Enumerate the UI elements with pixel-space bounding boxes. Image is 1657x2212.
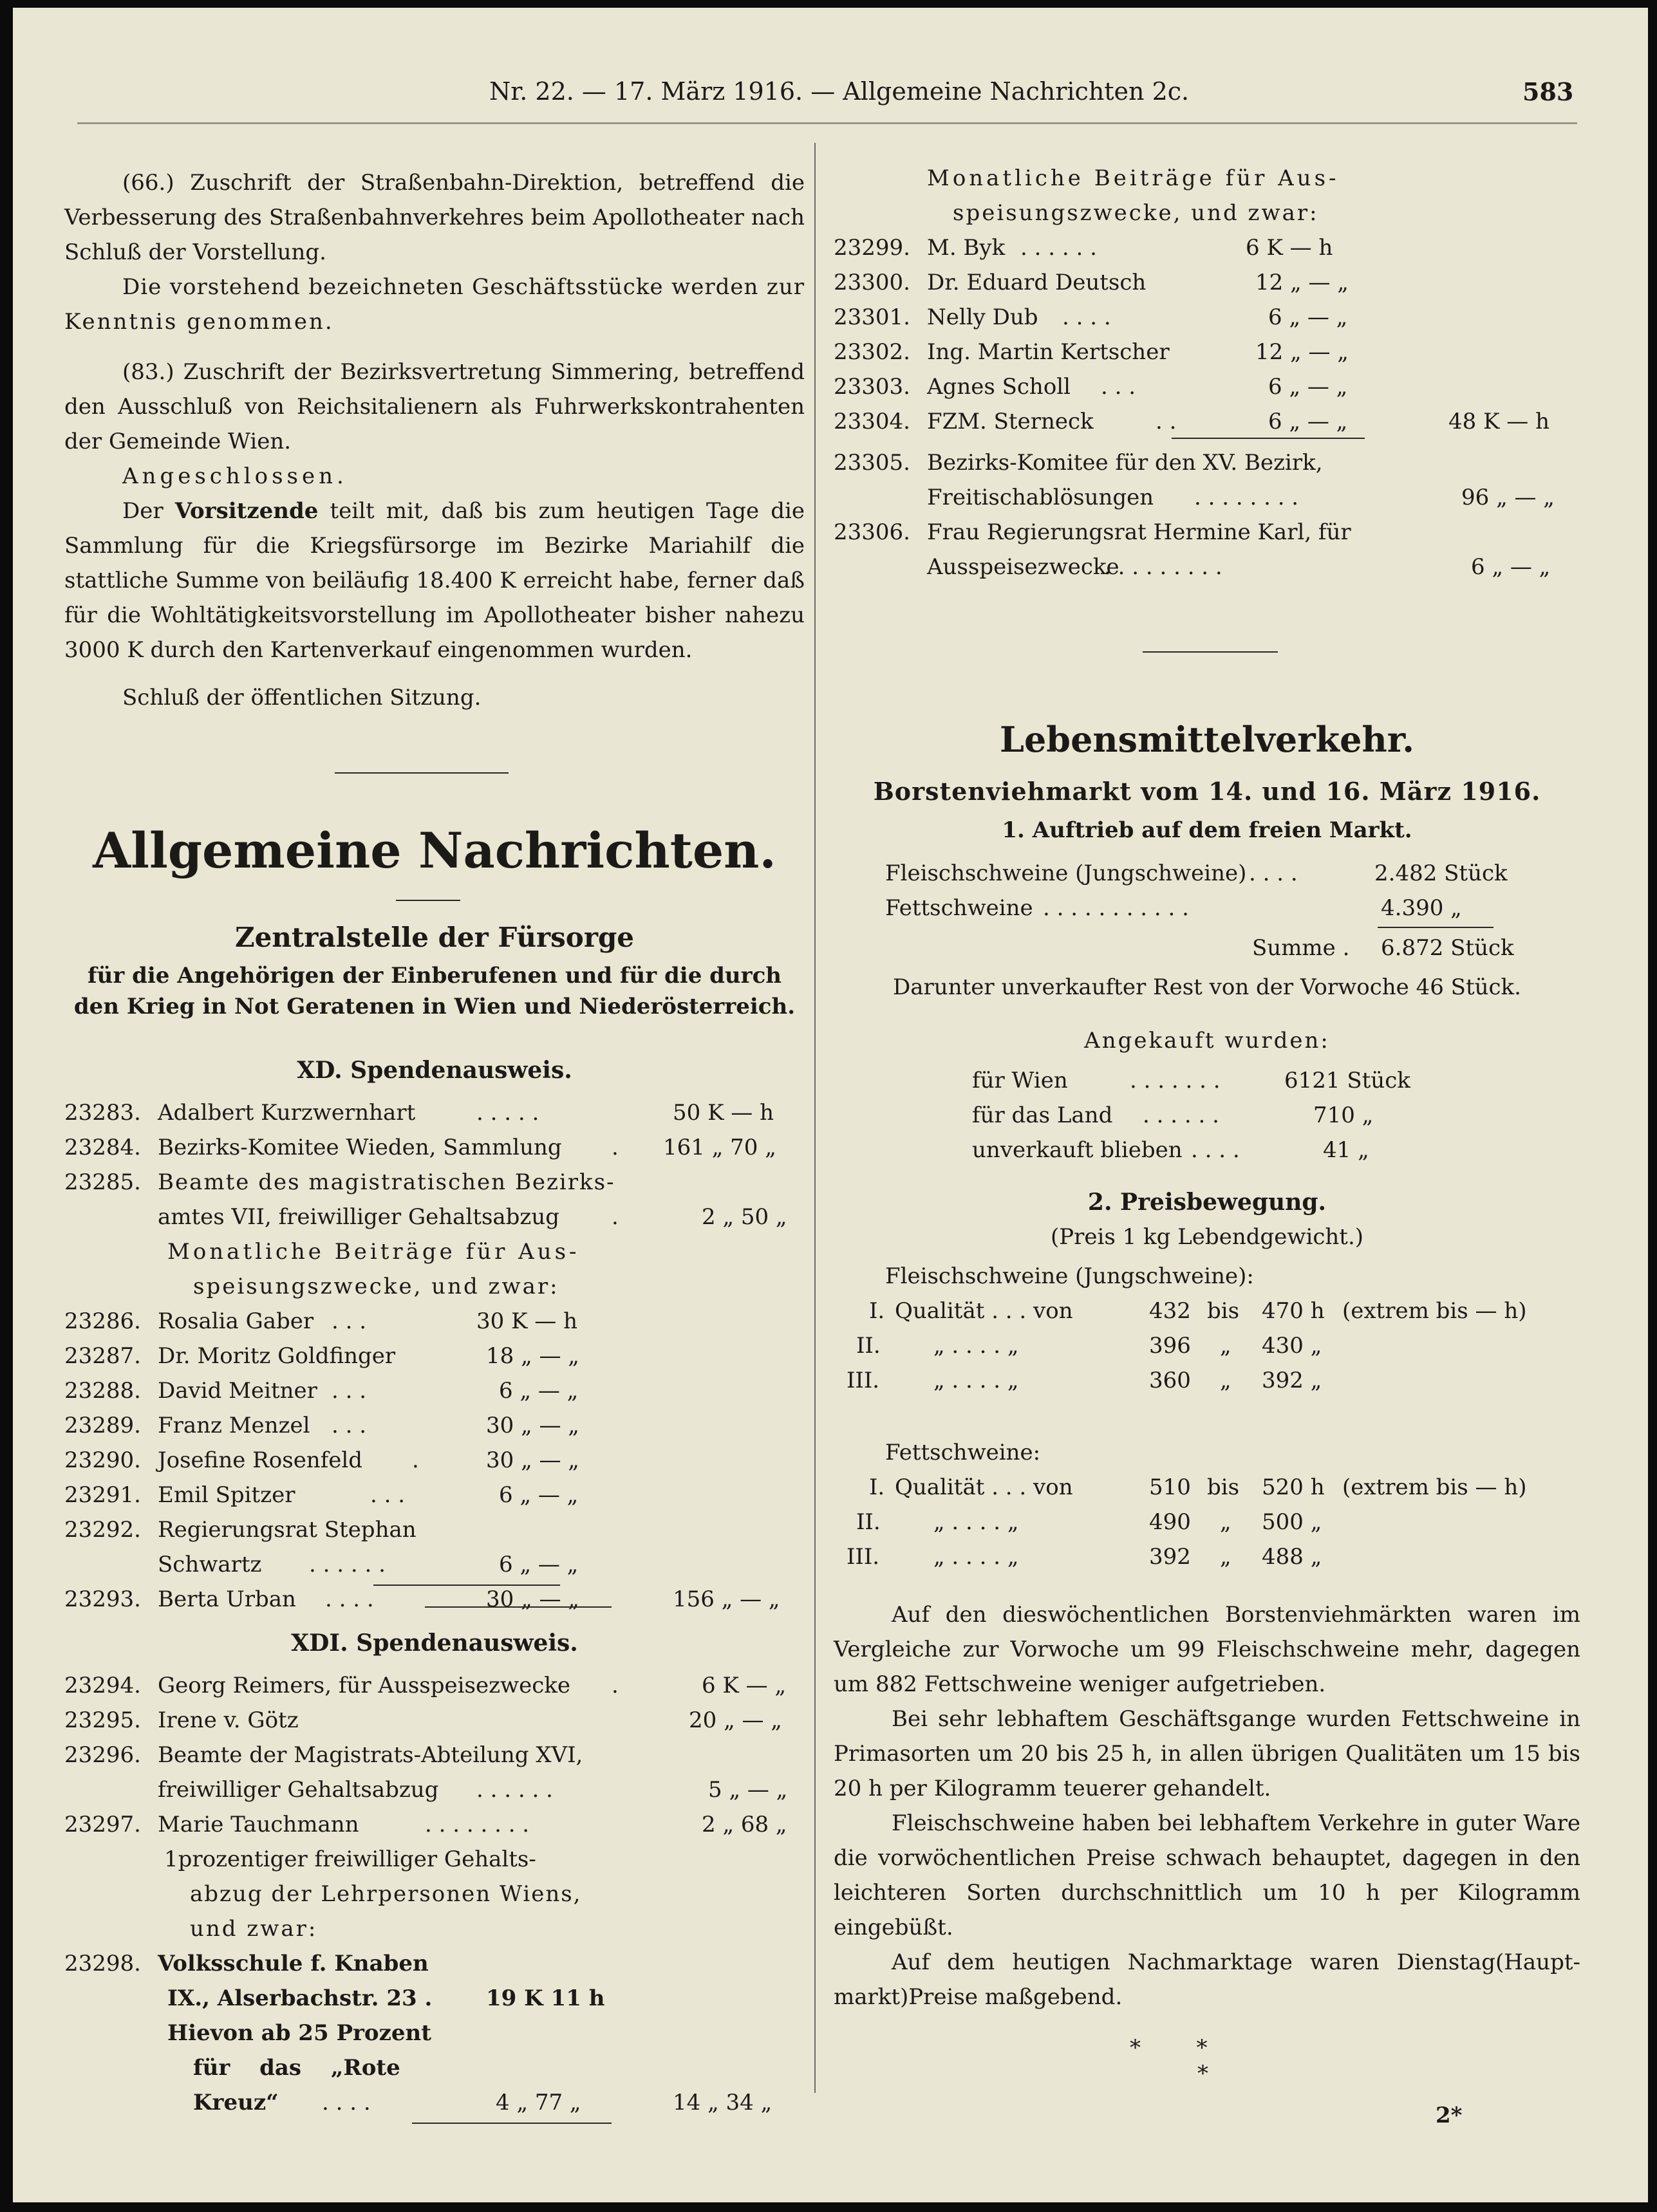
row-name: Berta Urban xyxy=(158,1586,296,1612)
row-num: 23291. xyxy=(64,1482,141,1508)
para-vorsitzende xyxy=(64,494,805,667)
row-amount: 2 „ 50 „ xyxy=(702,1204,787,1230)
row-name: David Meitner xyxy=(158,1378,317,1404)
sum-rule xyxy=(1172,438,1365,439)
price-row xyxy=(834,1505,1580,1539)
summe-value: 6.872 Stück xyxy=(1381,935,1514,961)
row-name: Irene v. Götz xyxy=(158,1707,299,1733)
fett-label-text: Fettschweine: xyxy=(885,1440,1041,1465)
table-row xyxy=(64,1703,805,1738)
school-line-2: IX., Alserbachstr. 23 . xyxy=(167,1985,433,2011)
table-row xyxy=(64,1547,805,1582)
row-dots: . . . xyxy=(332,1413,367,1438)
table-row xyxy=(64,1200,805,1234)
subtitle: Zentralstelle der Fürsorge xyxy=(234,922,635,953)
price-bis: bis xyxy=(1207,1474,1240,1500)
subtitle-2: für die Angehörigen der Einberufenen und für die durch den Krieg in Not Geratenen in Wien und Niederösterreich. xyxy=(73,963,796,1019)
schluss: Schluß der öffentlichen Sitzung. xyxy=(122,685,482,711)
row-num: 23288. xyxy=(64,1378,141,1404)
row-dots: . xyxy=(612,1135,619,1160)
row-dots: . . . . . . xyxy=(1143,1102,1219,1128)
running-head: Nr. 22. — 17. März 1916. — Allgemeine Nachrichten 2c. xyxy=(489,77,1190,106)
table-row xyxy=(834,230,1580,265)
price-bis: „ xyxy=(1220,1368,1231,1393)
divider xyxy=(396,900,460,901)
divider xyxy=(335,772,509,774)
preis-sub: (Preis 1 kg Lebendgewicht.) xyxy=(1050,1224,1364,1250)
row-name: Emil Spitzer xyxy=(158,1482,295,1508)
table-row xyxy=(64,1512,805,1547)
angeschlossen: Angeschlossen. xyxy=(122,463,348,489)
row-num: 23299. xyxy=(834,235,910,261)
quality-label: Qualität . . . von xyxy=(895,1298,1073,1324)
row-name: Bezirks-Komitee Wieden, Sammlung xyxy=(158,1135,562,1160)
price-from: 392 xyxy=(1149,1544,1191,1570)
row-amount: 18 „ — „ xyxy=(486,1343,579,1369)
row-amount: 6 „ — „ xyxy=(499,1552,579,1577)
row-dots: . . . . . . . . xyxy=(1194,485,1299,510)
page-number: 583 xyxy=(1522,77,1574,106)
section-title: Allgemeine Nachrichten. xyxy=(93,822,776,879)
table-row xyxy=(64,1807,805,1842)
quality: II. xyxy=(856,1333,881,1359)
row-value: 41 „ xyxy=(1323,1137,1369,1163)
preis-title: 2. Preisbewegung. xyxy=(1087,1189,1327,1216)
sum-rule xyxy=(412,2123,612,2124)
price-row xyxy=(834,1539,1580,1574)
row-name: Bezirks-Komitee für den XV. Bezirk, xyxy=(927,450,1323,476)
price-to: 488 „ xyxy=(1262,1544,1322,1570)
signature-mark: 2* xyxy=(1436,2103,1463,2128)
row-num: 23284. xyxy=(64,1135,141,1160)
school-line-3: Hievon ab 25 Prozent xyxy=(167,2020,431,2046)
quality: I. xyxy=(869,1474,885,1500)
row-amount: 161 „ 70 „ xyxy=(663,1135,776,1160)
table-row xyxy=(64,1478,805,1512)
row-dots: . . . . . . . . . xyxy=(1104,554,1222,580)
table-row xyxy=(64,1095,805,1130)
row-num: 23287. xyxy=(64,1343,141,1369)
row-label: für das Land xyxy=(972,1102,1113,1128)
table-row xyxy=(64,1443,805,1478)
row-dots: . . . . . . xyxy=(476,1777,553,1803)
table-row xyxy=(64,2050,805,2085)
quality: I. xyxy=(869,1298,885,1324)
price-bis: „ xyxy=(1220,1333,1231,1359)
row-dots: . xyxy=(612,1673,619,1698)
newspaper-page xyxy=(13,8,1648,2202)
header-rule xyxy=(77,122,1577,124)
row-total: 156 „ — „ xyxy=(673,1586,780,1612)
quality: III. xyxy=(847,1368,880,1393)
row-amount: 50 K — h xyxy=(673,1100,774,1126)
row-label: Fleischschweine (Jungschweine) xyxy=(885,860,1247,886)
separator-star: * xyxy=(1197,2061,1208,2087)
row-name: Frau Regierungsrat Hermine Karl, für xyxy=(927,519,1351,545)
row-amount: 6 „ — „ xyxy=(499,1378,579,1404)
vorsitzende-pre: Der xyxy=(122,498,175,524)
para-83: (83.) Zuschrift der Bezirksvertretung Simmering, betreffend den Ausschluß von Reichsitalienern als Fuhrwerkskontrahenten der Gemeinde Wien. xyxy=(64,359,805,454)
row-name: Schwartz xyxy=(158,1552,262,1577)
row-name: amtes VII, freiwilliger Gehaltsabzug xyxy=(158,1204,560,1230)
vorsitzende-label: Vorsitzende xyxy=(174,498,319,524)
row-num: 23296. xyxy=(64,1742,141,1768)
row-dots: . xyxy=(412,1447,419,1473)
xd-title: XD. Spendenausweis. xyxy=(297,1057,572,1084)
teachers-line-1: 1prozentiger freiwilliger Gehalts- xyxy=(164,1846,536,1872)
school-line-1: Volksschule f. Knaben xyxy=(158,1951,429,1976)
table-row xyxy=(64,1772,805,1807)
row-dots: . . xyxy=(1156,409,1177,434)
monthly-line-2: speisungszwecke, und zwar: xyxy=(953,200,1319,226)
quality: II. xyxy=(856,1509,881,1535)
row-label: für Wien xyxy=(972,1068,1068,1093)
table-row xyxy=(972,1133,1551,1167)
table-row xyxy=(64,1373,805,1408)
school-amount: 4 „ 77 „ xyxy=(496,2090,581,2115)
row-amount: 6 „ — „ xyxy=(1268,304,1348,330)
row-value: 4.390 „ xyxy=(1381,895,1462,921)
monthly-line-1: Monatliche Beiträge für Aus- xyxy=(927,165,1340,191)
row-num: 23286. xyxy=(64,1308,141,1334)
row-name: Nelly Dub xyxy=(927,304,1038,330)
row-name: Freitischablösungen xyxy=(927,485,1154,510)
table-row xyxy=(64,1130,805,1165)
price-row xyxy=(834,1294,1580,1328)
row-num: 23297. xyxy=(64,1812,141,1837)
table-row xyxy=(64,1738,805,1772)
table-row xyxy=(64,1946,805,1981)
quality-label: „ . . . . „ xyxy=(933,1509,1019,1535)
row-dots: . . . xyxy=(1101,374,1136,400)
table-row xyxy=(64,2085,805,2120)
teachers-line-3: und zwar: xyxy=(190,1916,318,1942)
price-extreme: (extrem bis — h) xyxy=(1342,1474,1527,1500)
row-name: Agnes Scholl xyxy=(927,374,1071,400)
separator-stars: * * xyxy=(1130,2035,1208,2061)
row-num: 23295. xyxy=(64,1707,141,1733)
row-name: Regierungsrat Stephan xyxy=(158,1517,417,1543)
table-row xyxy=(834,300,1580,335)
row-amount: 30 „ — „ xyxy=(486,1586,579,1612)
row-num: 23306. xyxy=(834,519,910,545)
quality: III. xyxy=(847,1544,880,1570)
monthly-line-1: Monatliche Beiträge für Aus- xyxy=(167,1239,580,1265)
price-row xyxy=(834,1470,1580,1505)
divider xyxy=(1143,651,1278,653)
row-dots: . . . xyxy=(332,1378,367,1404)
report-para-3: Fleischschweine haben bei lebhaftem Verkehre in guter Ware die vorwöchentlichen Preise schwach behauptet, dagegen in den leichteren Sorten durchschnittlich um 10 h per Kilogramm eingebüßt. xyxy=(834,1810,1580,1940)
row-total: 2 „ 68 „ xyxy=(702,1812,787,1837)
row-num: 23303. xyxy=(834,374,910,400)
row-dots: . . . . xyxy=(1191,1137,1240,1163)
quality-label: Qualität . . . von xyxy=(895,1474,1073,1500)
row-num: 23302. xyxy=(834,339,910,365)
table-row xyxy=(972,1063,1551,1098)
price-to: 430 „ xyxy=(1262,1333,1322,1359)
row-amount: 6 „ — „ xyxy=(499,1482,579,1508)
price-from: 510 xyxy=(1149,1474,1191,1500)
row-num: 23293. xyxy=(64,1586,141,1612)
table-row xyxy=(972,1098,1551,1133)
row-name: M. Byk xyxy=(927,235,1006,261)
price-to: 392 „ xyxy=(1262,1368,1322,1393)
table-row xyxy=(834,550,1580,584)
table-row xyxy=(834,480,1580,515)
row-value: 2.482 Stück xyxy=(1374,860,1508,886)
row-amount: 6 „ — „ xyxy=(1268,409,1348,434)
quality-label: „ . . . . „ xyxy=(933,1368,1019,1393)
row-dots: . . . . . xyxy=(476,1100,539,1126)
row-name: Beamte der Magistrats-Abteilung XVI, xyxy=(158,1742,583,1768)
summe-row xyxy=(885,931,1580,965)
row-name: Ausspeisezwecke xyxy=(927,554,1119,580)
row-num: 23294. xyxy=(64,1673,141,1698)
table-row xyxy=(834,404,1580,439)
row-dots: . . . . xyxy=(1249,860,1298,886)
row-dots: . . . . xyxy=(325,1586,374,1612)
row-dots: . . . . xyxy=(1062,304,1111,330)
table-row xyxy=(64,1165,805,1200)
price-bis: „ xyxy=(1220,1509,1231,1535)
xdi-title: XDI. Spendenausweis. xyxy=(291,1630,578,1657)
row-num: 23304. xyxy=(834,409,910,434)
row-amount: 30 „ — „ xyxy=(486,1413,579,1438)
sum-rule xyxy=(1378,927,1493,928)
para-noted-a: Die vorstehend bezeichneten Geschäftsstücke werden zur xyxy=(122,274,805,300)
row-dots: . . . . xyxy=(322,2090,371,2115)
row-amount: 30 K — h xyxy=(476,1308,577,1334)
teachers-line-2: abzug der Lehrpersonen Wiens, xyxy=(190,1881,582,1907)
row-num: 23305. xyxy=(834,450,910,476)
table-row xyxy=(64,1582,805,1617)
table-row xyxy=(64,2016,805,2050)
table-row xyxy=(64,1408,805,1443)
table-row xyxy=(834,515,1580,550)
row-total: 20 „ — „ xyxy=(689,1707,782,1733)
row-dots: . . . . . . . xyxy=(1130,1068,1221,1093)
row-num: 23283. xyxy=(64,1100,141,1126)
table-row xyxy=(834,445,1580,480)
sum-rule xyxy=(425,1606,612,1608)
row-name: Dr. Moritz Goldfinger xyxy=(158,1343,396,1369)
row-amount: 6 K — h xyxy=(1246,235,1333,261)
row-dots: . . . . . . . . . . . xyxy=(1043,895,1189,921)
price-to: 500 „ xyxy=(1262,1509,1322,1535)
price-to: 470 h xyxy=(1262,1298,1325,1324)
para-66: (66.) Zuschrift der Straßenbahn-Direktion, betreffend die Verbesserung des Straßenbahnverkehres beim Apollotheater nach Schluß der Vorstellung. xyxy=(64,170,805,265)
table-row xyxy=(834,335,1580,369)
row-label: Fettschweine xyxy=(885,895,1033,921)
rest-line: Darunter unverkaufter Rest von der Vorwoche 46 Stück. xyxy=(893,974,1521,1000)
table-row xyxy=(64,1304,805,1339)
row-name: Dr. Eduard Deutsch xyxy=(927,270,1147,295)
market-title: Borstenviehmarkt vom 14. und 16. März 1916. xyxy=(873,777,1541,806)
report-para-1: Auf den dieswöchentlichen Borstenviehmärkten waren im Vergleiche zur Vorwoche um 99 Fleischschweine mehr, dagegen um 882 Fettschweine weniger aufgetrieben. xyxy=(834,1602,1580,1697)
row-dots: . . . xyxy=(332,1308,367,1334)
row-dots: . xyxy=(612,1204,619,1230)
report-para-2: Bei sehr lebhaftem Geschäftsgange wurden Fettschweine in Primasorten um 20 bis 25 h, in allen übrigen Qualitäten um 15 bis 20 h per Kilogramm teuerer gehandelt. xyxy=(834,1706,1580,1801)
row-name: FZM. Sterneck xyxy=(927,409,1094,434)
school-line-5: Kreuz“ xyxy=(193,2090,279,2115)
table-row xyxy=(885,856,1580,891)
row-dots: . . . . . . xyxy=(1020,235,1097,261)
para-noted-b: Kenntnis genommen. xyxy=(64,309,334,335)
row-name: Rosalia Gaber xyxy=(158,1308,314,1334)
row-num: 23301. xyxy=(834,304,910,330)
food-title: Lebensmittelverkehr. xyxy=(999,719,1415,760)
price-to: 520 h xyxy=(1262,1474,1325,1500)
row-name: Georg Reimers, für Ausspeisezwecke xyxy=(158,1673,570,1698)
table-row xyxy=(64,1339,805,1373)
price-row xyxy=(834,1328,1580,1363)
row-name: Ing. Martin Kertscher xyxy=(927,339,1170,365)
row-num: 23290. xyxy=(64,1447,141,1473)
report-para-4: Auf dem heutigen Nachmarktage waren Dienstag(Haupt-markt)Preise maßgebend. xyxy=(834,1949,1580,2010)
row-total: 96 „ — „ xyxy=(1461,485,1555,510)
row-name: Josefine Rosenfeld xyxy=(158,1447,363,1473)
row-name: Franz Menzel xyxy=(158,1413,310,1438)
market-report xyxy=(834,1597,1580,2014)
price-from: 396 xyxy=(1149,1333,1191,1359)
row-name: Adalbert Kurzwernhart xyxy=(158,1100,416,1126)
price-from: 360 xyxy=(1149,1368,1191,1393)
table-row xyxy=(834,369,1580,404)
price-bis: „ xyxy=(1220,1544,1231,1570)
row-name: freiwilliger Gehaltsabzug xyxy=(158,1777,439,1803)
row-dots: . . . . . . . . xyxy=(425,1812,530,1837)
summe-label: Summe . xyxy=(1252,935,1350,961)
row-total: 5 „ — „ xyxy=(708,1777,788,1803)
row-total: 6 K — „ xyxy=(702,1673,787,1698)
table-row xyxy=(885,891,1580,925)
vorsitzende-text: teilt mit, daß bis zum heutigen Tage die Sammlung für die Kriegsfürsorge im Bezirke Mariahilf die stattliche Summe von beiläufig 18.400 K erreicht habe, ferner daß für die Wohltätigkeitsvorstellung im Apollotheater bisher nahezu 3000 K durch den Kartenverkauf eingenommen wurden. xyxy=(64,498,805,663)
school-amount: 19 K 11 h xyxy=(486,1985,605,2011)
row-total: 48 K — h xyxy=(1448,409,1549,434)
price-extreme: (extrem bis — h) xyxy=(1342,1298,1527,1324)
row-num: 23285. xyxy=(64,1169,141,1195)
quality-label: „ . . . . „ xyxy=(933,1544,1019,1570)
price-from: 490 xyxy=(1149,1509,1191,1535)
row-value: 6121 Stück xyxy=(1284,1068,1410,1093)
auftrieb-title: 1. Auftrieb auf dem freien Markt. xyxy=(1002,817,1412,843)
row-total: 14 „ 34 „ xyxy=(673,2090,772,2115)
table-row xyxy=(64,1981,805,2016)
school-line-4: für das „Rote xyxy=(193,2055,400,2081)
row-value: 710 „ xyxy=(1313,1102,1374,1128)
price-from: 432 xyxy=(1149,1298,1191,1324)
quality-label: „ . . . . „ xyxy=(933,1333,1019,1359)
table-row xyxy=(64,1668,805,1703)
row-amount: 6 „ — „ xyxy=(1268,374,1348,400)
row-name: Marie Tauchmann xyxy=(158,1812,359,1837)
row-dots: . . . xyxy=(370,1482,406,1508)
angekauft-title: Angekauft wurden: xyxy=(1084,1028,1330,1054)
column-rule xyxy=(814,143,816,2093)
row-amount: 30 „ — „ xyxy=(486,1447,579,1473)
row-num: 23298. xyxy=(64,1951,141,1976)
row-amount: 12 „ — „ xyxy=(1255,270,1349,295)
price-bis: bis xyxy=(1207,1298,1240,1324)
row-name: Beamte des magistratischen Bezirks- xyxy=(158,1169,615,1195)
table-row xyxy=(834,265,1580,300)
price-row xyxy=(834,1363,1580,1398)
row-amount: 12 „ — „ xyxy=(1255,339,1349,365)
row-num: 23292. xyxy=(64,1517,141,1543)
row-total: 6 „ — „ xyxy=(1471,554,1551,580)
row-num: 23289. xyxy=(64,1413,141,1438)
fleisch-label-text: Fleischschweine (Jungschweine): xyxy=(885,1263,1254,1289)
left-top-text xyxy=(64,165,805,715)
row-dots: . . . . . . xyxy=(309,1552,386,1577)
row-num: 23300. xyxy=(834,270,910,295)
row-label: unverkauft blieben xyxy=(972,1137,1183,1163)
monthly-line-2: speisungszwecke, und zwar: xyxy=(193,1274,559,1299)
